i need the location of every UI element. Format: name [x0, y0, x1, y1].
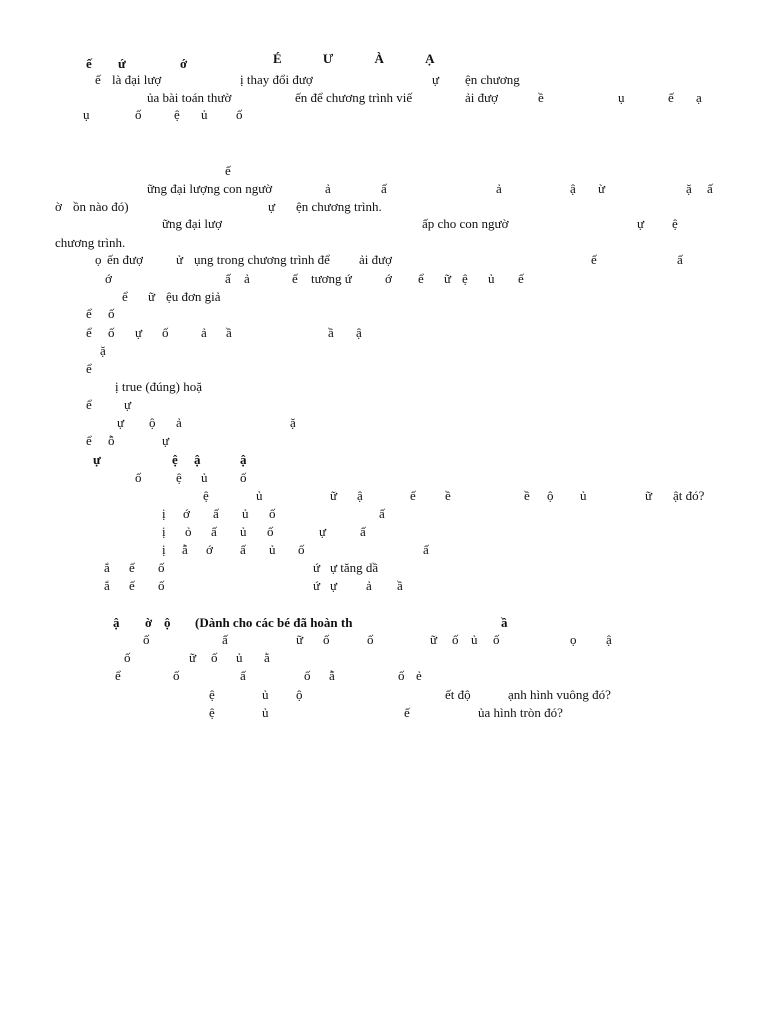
- text-fragment: ố: [493, 632, 500, 647]
- text-fragment: ố: [162, 325, 169, 340]
- text-fragment: ấ: [423, 542, 429, 557]
- text-fragment: ớ: [183, 506, 190, 521]
- text-fragment: ị thay đổi đượ: [240, 72, 313, 87]
- text-fragment: ả: [201, 325, 207, 340]
- text-line: [0, 72, 768, 88]
- text-fragment: ủ: [471, 632, 478, 647]
- text-fragment: ậ: [356, 325, 362, 340]
- text-fragment: ệu đơn giả: [166, 289, 221, 304]
- text-fragment: ố: [135, 107, 142, 122]
- text-fragment: ứ: [313, 578, 321, 593]
- text-fragment: ật đó?: [673, 488, 705, 503]
- text-line: [0, 452, 768, 468]
- text-line: [0, 379, 768, 395]
- text-fragment: ế: [518, 271, 524, 286]
- text-fragment: ững đại lượ: [162, 216, 222, 231]
- text-line: [0, 289, 768, 305]
- text-fragment: ị: [162, 542, 166, 557]
- text-fragment: ậ: [113, 615, 120, 630]
- text-line: [0, 56, 768, 72]
- text-fragment: ấ: [222, 632, 228, 647]
- text-line: [0, 415, 768, 431]
- text-line: [0, 252, 768, 268]
- text-fragment: ố: [240, 470, 247, 485]
- text-line: [0, 578, 768, 594]
- text-fragment: ậ: [570, 181, 576, 196]
- text-fragment: tương ứ: [311, 271, 352, 286]
- text-fragment: ố: [108, 306, 115, 321]
- text-fragment: ẻ: [416, 668, 422, 683]
- text-fragment: ải đượ: [359, 252, 393, 267]
- text-line: [0, 705, 768, 721]
- text-fragment: ế: [410, 488, 416, 503]
- text-fragment: ủ: [201, 470, 208, 485]
- text-fragment: ệ: [174, 107, 180, 122]
- text-fragment: ự: [135, 325, 143, 340]
- text-line: [0, 181, 768, 197]
- text-line: [0, 524, 768, 540]
- text-fragment: ệ: [172, 452, 178, 467]
- text-fragment: ụng trong chương trình để: [194, 252, 330, 267]
- text-line: [0, 306, 768, 322]
- text-fragment: ủ: [256, 488, 263, 503]
- text-fragment: ấ: [225, 271, 231, 286]
- text-line: [0, 506, 768, 522]
- text-fragment: ố: [304, 668, 311, 683]
- text-fragment: ố: [158, 560, 165, 575]
- text-fragment: ờ: [55, 199, 62, 214]
- text-fragment: ả: [325, 181, 331, 196]
- text-fragment: ẫ: [182, 542, 188, 557]
- text-fragment: ộ: [149, 415, 156, 430]
- text-fragment: ữ: [444, 271, 452, 286]
- text-fragment: ữ: [430, 632, 438, 647]
- text-fragment: ạ: [696, 90, 702, 105]
- text-fragment: (Dành cho các bé đã hoàn th: [195, 615, 353, 630]
- text-fragment: ả: [244, 271, 250, 286]
- text-fragment: ữ: [189, 650, 197, 665]
- text-fragment: ớ: [105, 271, 112, 286]
- text-fragment: ế: [591, 252, 597, 267]
- text-fragment: ể: [86, 361, 92, 376]
- text-fragment: ố: [298, 542, 305, 557]
- text-fragment: ằ: [264, 650, 270, 665]
- text-line: [0, 632, 768, 648]
- text-fragment: ủ: [488, 271, 495, 286]
- text-fragment: ấp cho con ngườ: [422, 216, 509, 231]
- text-fragment: ỏ: [185, 524, 192, 539]
- text-fragment: ứ: [118, 56, 126, 71]
- text-fragment: ắ: [104, 560, 110, 575]
- text-fragment: ự: [268, 199, 276, 214]
- text-fragment: ệ: [203, 488, 209, 503]
- text-fragment: ệ: [176, 470, 182, 485]
- text-fragment: ủ: [240, 524, 247, 539]
- text-fragment: ố: [158, 578, 165, 593]
- text-fragment: ả: [366, 578, 372, 593]
- text-fragment: ố: [236, 107, 243, 122]
- text-fragment: ậ: [240, 452, 247, 467]
- document-title: [273, 35, 533, 66]
- text-fragment: chương trình.: [55, 235, 126, 250]
- text-fragment: ến để chương trình viế: [295, 90, 413, 105]
- text-fragment: ấ: [213, 506, 219, 521]
- text-line: [0, 199, 768, 215]
- text-fragment: ố: [173, 668, 180, 683]
- text-line: [0, 560, 768, 576]
- text-line: [0, 687, 768, 703]
- title-text: É Ư À Ạ: [273, 51, 435, 66]
- text-fragment: ể: [86, 325, 92, 340]
- text-fragment: ố: [452, 632, 459, 647]
- text-fragment: ự: [117, 415, 125, 430]
- text-fragment: ế: [404, 705, 410, 720]
- text-fragment: ủ: [262, 705, 269, 720]
- text-fragment: ụ: [83, 107, 90, 122]
- text-fragment: ủa bài toán thườ: [147, 90, 232, 105]
- text-fragment: ự: [637, 216, 645, 231]
- text-fragment: ữ: [296, 632, 304, 647]
- text-fragment: ế: [129, 578, 135, 593]
- text-fragment: ến đượ: [107, 252, 143, 267]
- text-fragment: ủa hình tròn đó?: [478, 705, 563, 720]
- text-fragment: ể: [86, 397, 92, 412]
- text-fragment: ọ: [95, 252, 102, 267]
- text-line: [0, 235, 768, 251]
- text-fragment: ấ: [211, 524, 217, 539]
- text-line: [0, 325, 768, 341]
- text-line: [0, 271, 768, 287]
- text-fragment: ấ: [677, 252, 683, 267]
- text-fragment: ặ: [100, 343, 106, 358]
- text-fragment: ị true (đúng) hoặ: [115, 379, 203, 394]
- text-fragment: ữ: [330, 488, 338, 503]
- text-fragment: ấ: [240, 668, 246, 683]
- text-fragment: ồn nào đó): [73, 199, 129, 214]
- text-line: [0, 470, 768, 486]
- text-fragment: ải đượ: [465, 90, 499, 105]
- text-fragment: ạnh hình vuông đó?: [508, 687, 611, 702]
- text-fragment: ử: [176, 252, 184, 267]
- text-fragment: ả: [176, 415, 182, 430]
- text-fragment: ệ: [209, 705, 215, 720]
- text-fragment: ủ: [580, 488, 587, 503]
- text-fragment: ữ: [148, 289, 156, 304]
- text-fragment: ỗ: [108, 433, 115, 448]
- text-fragment: ện chương: [465, 72, 520, 87]
- text-line: [0, 488, 768, 504]
- text-fragment: ấ: [240, 542, 246, 557]
- text-fragment: ể: [86, 433, 92, 448]
- text-fragment: ớ: [180, 56, 188, 71]
- text-fragment: ự: [432, 72, 440, 87]
- text-fragment: ủ: [236, 650, 243, 665]
- text-fragment: ấ: [360, 524, 366, 539]
- text-line: [0, 433, 768, 449]
- text-fragment: ết độ: [445, 687, 471, 702]
- text-line: [0, 668, 768, 684]
- text-fragment: ả: [496, 181, 502, 196]
- text-fragment: là đại lượ: [112, 72, 162, 87]
- text-fragment: ờ: [145, 615, 153, 630]
- text-fragment: ệ: [462, 271, 468, 286]
- text-fragment: ặ: [686, 181, 692, 196]
- text-fragment: ấ: [381, 181, 387, 196]
- text-fragment: ố: [108, 325, 115, 340]
- text-line: [0, 615, 768, 631]
- text-fragment: ầ: [501, 615, 508, 630]
- text-fragment: ững đại lượng con ngườ: [147, 181, 273, 196]
- text-line: [0, 90, 768, 106]
- text-fragment: ầ: [397, 578, 403, 593]
- text-fragment: ủ: [269, 542, 276, 557]
- text-fragment: ớ: [385, 271, 392, 286]
- text-fragment: ậ: [606, 632, 612, 647]
- text-fragment: ẫ: [329, 668, 335, 683]
- text-fragment: ề: [524, 488, 530, 503]
- text-line: [0, 361, 768, 377]
- text-line: [0, 216, 768, 232]
- text-fragment: ự: [162, 433, 170, 448]
- text-fragment: ế: [129, 560, 135, 575]
- text-fragment: ự: [93, 452, 101, 467]
- text-fragment: ố: [323, 632, 330, 647]
- text-fragment: ố: [267, 524, 274, 539]
- text-fragment: ấ: [707, 181, 713, 196]
- text-fragment: ệ: [209, 687, 215, 702]
- text-fragment: ể: [86, 306, 92, 321]
- text-fragment: ện chương trình.: [296, 199, 382, 214]
- text-line: [0, 650, 768, 666]
- text-fragment: ậ: [194, 452, 201, 467]
- text-fragment: ự: [319, 524, 327, 539]
- text-fragment: ứ: [313, 560, 321, 575]
- text-fragment: ố: [143, 632, 150, 647]
- text-fragment: ộ: [547, 488, 554, 503]
- text-fragment: ệ: [672, 216, 678, 231]
- text-fragment: ố: [135, 470, 142, 485]
- text-fragment: ị: [162, 506, 166, 521]
- text-fragment: ự: [330, 578, 338, 593]
- text-line: [0, 163, 768, 179]
- text-fragment: ế: [86, 56, 92, 71]
- text-fragment: ầ: [328, 325, 334, 340]
- text-fragment: ự tăng dầ: [330, 560, 379, 575]
- text-line: [0, 343, 768, 359]
- text-fragment: ộ: [296, 687, 303, 702]
- text-fragment: ế: [668, 90, 674, 105]
- text-fragment: ấ: [379, 506, 385, 521]
- text-fragment: ắ: [104, 578, 110, 593]
- text-fragment: ữ: [645, 488, 653, 503]
- text-fragment: ụ: [618, 90, 625, 105]
- text-fragment: ề: [445, 488, 451, 503]
- text-line: [0, 542, 768, 558]
- text-fragment: ố: [211, 650, 218, 665]
- text-fragment: ố: [367, 632, 374, 647]
- text-fragment: ố: [124, 650, 131, 665]
- text-fragment: ặ: [290, 415, 296, 430]
- text-fragment: ộ: [164, 615, 171, 630]
- text-fragment: ề: [538, 90, 544, 105]
- text-line: [0, 107, 768, 123]
- text-fragment: ị: [162, 524, 166, 539]
- text-fragment: ế: [292, 271, 298, 286]
- text-fragment: ể: [122, 289, 128, 304]
- text-fragment: ể: [418, 271, 424, 286]
- text-fragment: ế: [225, 163, 231, 178]
- text-line: [0, 397, 768, 413]
- text-fragment: ầ: [226, 325, 232, 340]
- text-fragment: ớ: [206, 542, 213, 557]
- text-fragment: ọ: [570, 632, 577, 647]
- text-fragment: ố: [269, 506, 276, 521]
- text-fragment: ố: [398, 668, 405, 683]
- text-fragment: ự: [124, 397, 132, 412]
- text-fragment: ủ: [242, 506, 249, 521]
- text-fragment: ủ: [262, 687, 269, 702]
- text-fragment: ậ: [357, 488, 363, 503]
- text-fragment: ế: [95, 72, 101, 87]
- text-fragment: ủ: [201, 107, 208, 122]
- text-fragment: ừ: [598, 181, 606, 196]
- text-fragment: ể: [115, 668, 121, 683]
